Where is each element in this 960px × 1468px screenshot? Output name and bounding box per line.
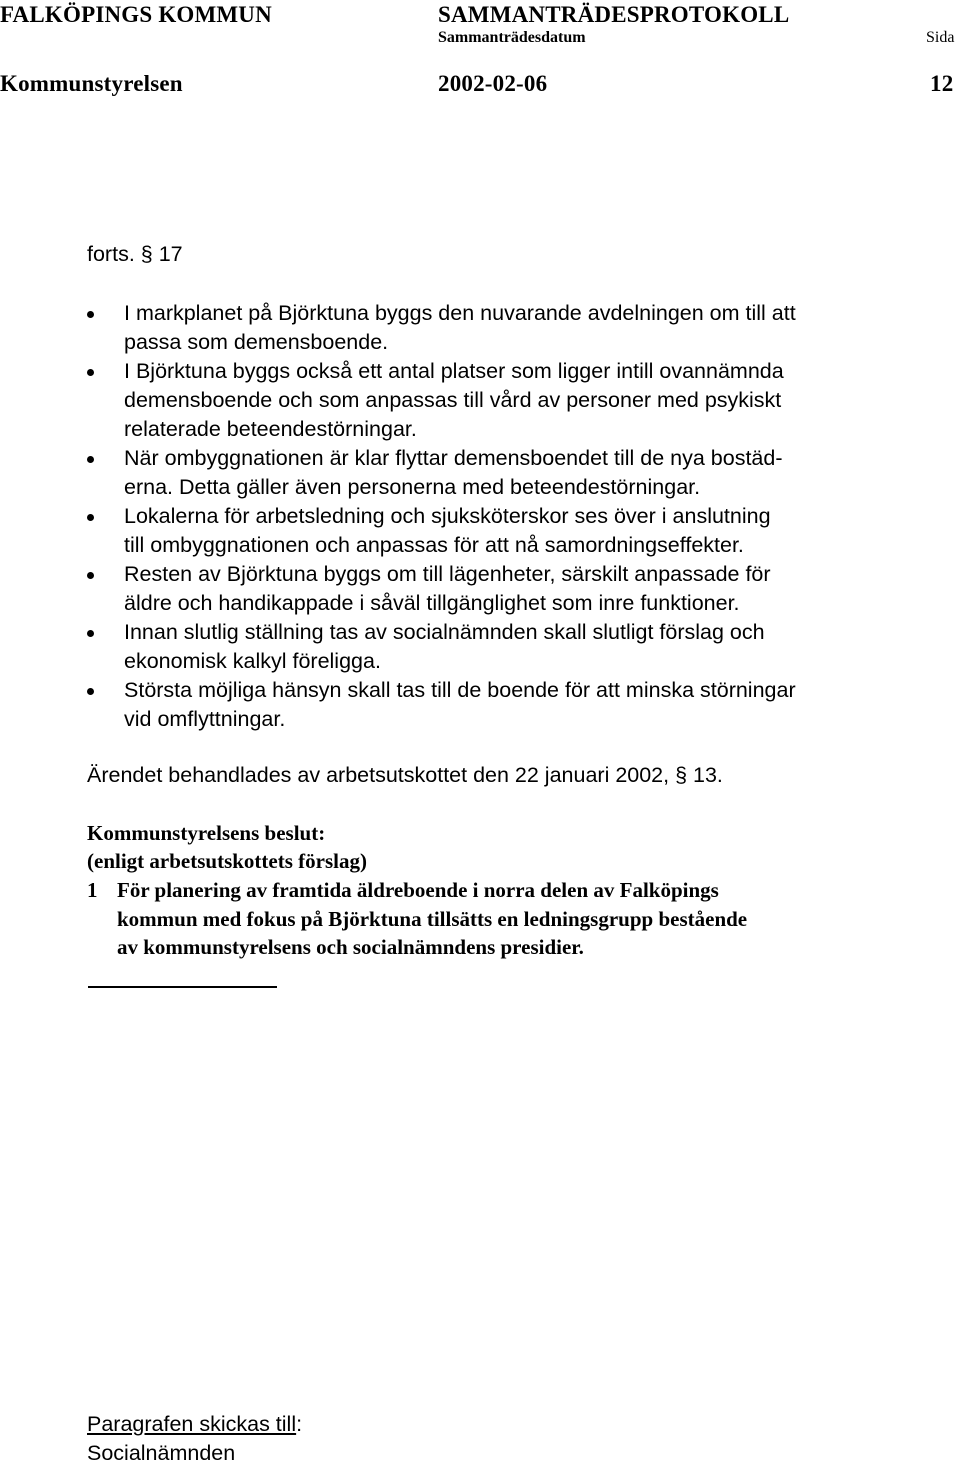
list-item-text: Lokalerna för arbetsledning och sjuksköterskor ses över i anslutning till ombyggnationen och anpassas för att nå samordningseffekter.	[124, 504, 771, 557]
list-item	[87, 618, 907, 676]
decision-number: 1	[87, 878, 98, 902]
list-item	[87, 676, 907, 734]
bullet-list	[87, 299, 907, 734]
list-item-text: I markplanet på Björktuna byggs den nuvarande avdelningen om till att passa som demensboende.	[124, 301, 796, 354]
list-item	[87, 502, 907, 560]
list-item	[87, 299, 907, 357]
list-item-text: Resten av Björktuna byggs om till lägenheter, särskilt anpassade för äldre och handikappade i såväl tillgänglighet som inre funktioner.	[124, 562, 771, 615]
bullet-icon	[87, 456, 94, 463]
list-item-text: Innan slutlig ställning tas av socialnämnden skall slutligt förslag och ekonomisk kalkyl föreligga.	[124, 620, 765, 673]
list-item-text: I Björktuna byggs också ett antal platser som ligger intill ovannämnda demensboende och som anpassas till vård av personer med psykiskt relaterade beteendestörningar.	[124, 359, 784, 441]
committee-name: Kommunstyrelsen	[0, 71, 183, 96]
list-item	[87, 357, 907, 444]
list-item	[87, 560, 907, 618]
bullet-icon	[87, 630, 94, 637]
bullet-icon	[87, 369, 94, 376]
meeting-date-label: Sammanträdesdatum	[438, 29, 586, 46]
list-item	[87, 444, 907, 502]
bullet-icon	[87, 311, 94, 318]
municipality-name: FALKÖPINGS KOMMUN	[0, 2, 272, 27]
meeting-date: 2002-02-06	[438, 71, 548, 96]
sent-to-label: Paragrafen skickas till	[87, 1412, 297, 1436]
bullet-icon	[87, 688, 94, 695]
list-item-text: Största möjliga hänsyn skall tas till de boende för att minska störningar vid omflyttningar.	[124, 678, 796, 731]
page-number: 12	[930, 71, 954, 96]
decision-subheading: (enligt arbetsutskottets förslag)	[87, 849, 367, 873]
document-type: SAMMANTRÄDESPROTOKOLL	[438, 2, 790, 27]
handled-by-text: Ärendet behandlades av arbetsutskottet den 22 januari 2002, § 13.	[87, 763, 723, 787]
list-item-text: När ombyggnationen är klar flyttar demensboendet till de nya bostäd- erna. Detta gäller även personerna med beteendestörningar.	[124, 446, 783, 499]
bullet-icon	[87, 514, 94, 521]
bullet-icon	[87, 572, 94, 579]
decision-heading: Kommunstyrelsens beslut:	[87, 821, 326, 845]
sent-to-colon: :	[296, 1412, 303, 1436]
section-continuation: forts. § 17	[87, 242, 183, 266]
decision-text: För planering av framtida äldreboende i norra delen av Falköpings kommun med fokus på Björktuna tillsätts en ledningsgrupp bestående av kommunstyrelsens och socialnämndens presidier.	[117, 878, 748, 959]
sent-to-line	[87, 1410, 302, 1439]
page-label: Sida	[926, 29, 955, 46]
recipient-name: Socialnämnden	[87, 1441, 236, 1465]
divider	[88, 986, 277, 988]
